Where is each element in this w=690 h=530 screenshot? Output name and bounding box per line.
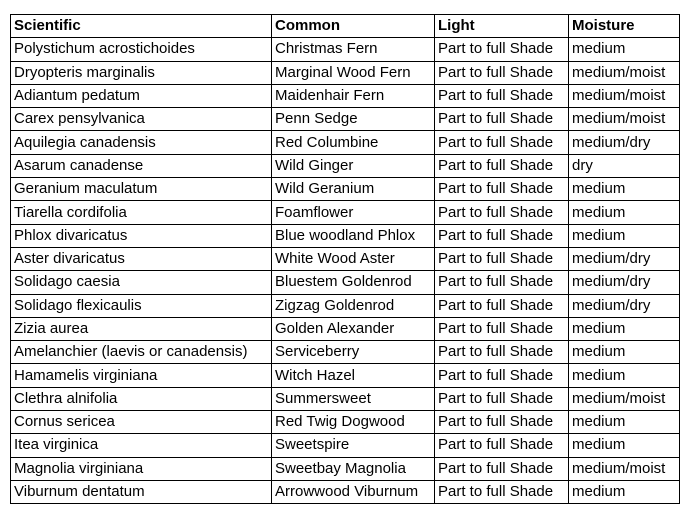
light-cell: Part to full Shade bbox=[435, 457, 569, 480]
table-row bbox=[11, 271, 680, 294]
table-row bbox=[11, 84, 680, 107]
header-common: Common bbox=[272, 15, 435, 38]
table-body bbox=[11, 38, 680, 504]
light-cell: Part to full Shade bbox=[435, 434, 569, 457]
moisture-cell: medium/dry bbox=[569, 294, 680, 317]
table-row bbox=[11, 364, 680, 387]
common-cell: Sweetbay Magnolia bbox=[272, 457, 435, 480]
scientific-cell: Aster divaricatus bbox=[11, 247, 272, 270]
light-cell: Part to full Shade bbox=[435, 224, 569, 247]
light-cell: Part to full Shade bbox=[435, 201, 569, 224]
table-row bbox=[11, 154, 680, 177]
common-cell: Sweetspire bbox=[272, 434, 435, 457]
moisture-cell: medium/moist bbox=[569, 61, 680, 84]
table-row bbox=[11, 387, 680, 410]
scientific-cell: Amelanchier (laevis or canadensis) bbox=[11, 341, 272, 364]
light-cell: Part to full Shade bbox=[435, 108, 569, 131]
moisture-cell: medium/dry bbox=[569, 271, 680, 294]
table-row bbox=[11, 294, 680, 317]
common-cell: Maidenhair Fern bbox=[272, 84, 435, 107]
table-row bbox=[11, 178, 680, 201]
moisture-cell: medium/dry bbox=[569, 247, 680, 270]
table-row bbox=[11, 61, 680, 84]
moisture-cell: medium/moist bbox=[569, 457, 680, 480]
header-moisture: Moisture bbox=[569, 15, 680, 38]
moisture-cell: medium bbox=[569, 224, 680, 247]
light-cell: Part to full Shade bbox=[435, 271, 569, 294]
light-cell: Part to full Shade bbox=[435, 84, 569, 107]
light-cell: Part to full Shade bbox=[435, 387, 569, 410]
light-cell: Part to full Shade bbox=[435, 38, 569, 61]
moisture-cell: medium bbox=[569, 38, 680, 61]
common-cell: Zigzag Goldenrod bbox=[272, 294, 435, 317]
table-header bbox=[11, 15, 680, 38]
scientific-cell: Carex pensylvanica bbox=[11, 108, 272, 131]
light-cell: Part to full Shade bbox=[435, 411, 569, 434]
scientific-cell: Zizia aurea bbox=[11, 317, 272, 340]
light-cell: Part to full Shade bbox=[435, 247, 569, 270]
scientific-cell: Phlox divaricatus bbox=[11, 224, 272, 247]
scientific-cell: Aquilegia canadensis bbox=[11, 131, 272, 154]
common-cell: Marginal Wood Fern bbox=[272, 61, 435, 84]
scientific-cell: Cornus sericea bbox=[11, 411, 272, 434]
moisture-cell: medium bbox=[569, 411, 680, 434]
common-cell: Arrowwood Viburnum bbox=[272, 480, 435, 503]
table-row bbox=[11, 411, 680, 434]
scientific-cell: Tiarella cordifolia bbox=[11, 201, 272, 224]
moisture-cell: medium bbox=[569, 317, 680, 340]
common-cell: Christmas Fern bbox=[272, 38, 435, 61]
scientific-cell: Adiantum pedatum bbox=[11, 84, 272, 107]
common-cell: Wild Ginger bbox=[272, 154, 435, 177]
common-cell: Summersweet bbox=[272, 387, 435, 410]
scientific-cell: Viburnum dentatum bbox=[11, 480, 272, 503]
light-cell: Part to full Shade bbox=[435, 61, 569, 84]
common-cell: Golden Alexander bbox=[272, 317, 435, 340]
scientific-cell: Magnolia virginiana bbox=[11, 457, 272, 480]
moisture-cell: medium bbox=[569, 480, 680, 503]
moisture-cell: medium bbox=[569, 201, 680, 224]
table-row bbox=[11, 108, 680, 131]
scientific-cell: Asarum canadense bbox=[11, 154, 272, 177]
moisture-cell: medium/moist bbox=[569, 84, 680, 107]
common-cell: Red Columbine bbox=[272, 131, 435, 154]
scientific-cell: Geranium maculatum bbox=[11, 178, 272, 201]
scientific-cell: Dryopteris marginalis bbox=[11, 61, 272, 84]
common-cell: Witch Hazel bbox=[272, 364, 435, 387]
scientific-cell: Solidago caesia bbox=[11, 271, 272, 294]
table-row bbox=[11, 224, 680, 247]
common-cell: Blue woodland Phlox bbox=[272, 224, 435, 247]
light-cell: Part to full Shade bbox=[435, 480, 569, 503]
table-row bbox=[11, 480, 680, 503]
scientific-cell: Polystichum acrostichoides bbox=[11, 38, 272, 61]
table-row bbox=[11, 247, 680, 270]
moisture-cell: dry bbox=[569, 154, 680, 177]
light-cell: Part to full Shade bbox=[435, 154, 569, 177]
moisture-cell: medium bbox=[569, 341, 680, 364]
common-cell: Wild Geranium bbox=[272, 178, 435, 201]
common-cell: Foamflower bbox=[272, 201, 435, 224]
moisture-cell: medium/moist bbox=[569, 108, 680, 131]
moisture-cell: medium/moist bbox=[569, 387, 680, 410]
scientific-cell: Clethra alnifolia bbox=[11, 387, 272, 410]
moisture-cell: medium bbox=[569, 434, 680, 457]
header-scientific: Scientific bbox=[11, 15, 272, 38]
common-cell: Serviceberry bbox=[272, 341, 435, 364]
table-row bbox=[11, 317, 680, 340]
header-row bbox=[11, 15, 680, 38]
scientific-cell: Hamamelis virginiana bbox=[11, 364, 272, 387]
table-row bbox=[11, 201, 680, 224]
table-row bbox=[11, 457, 680, 480]
light-cell: Part to full Shade bbox=[435, 317, 569, 340]
moisture-cell: medium bbox=[569, 178, 680, 201]
light-cell: Part to full Shade bbox=[435, 131, 569, 154]
common-cell: Bluestem Goldenrod bbox=[272, 271, 435, 294]
header-light: Light bbox=[435, 15, 569, 38]
table-row bbox=[11, 434, 680, 457]
scientific-cell: Solidago flexicaulis bbox=[11, 294, 272, 317]
common-cell: White Wood Aster bbox=[272, 247, 435, 270]
plant-table bbox=[10, 14, 680, 504]
table-row bbox=[11, 131, 680, 154]
light-cell: Part to full Shade bbox=[435, 294, 569, 317]
light-cell: Part to full Shade bbox=[435, 178, 569, 201]
scientific-cell: Itea virginica bbox=[11, 434, 272, 457]
light-cell: Part to full Shade bbox=[435, 364, 569, 387]
light-cell: Part to full Shade bbox=[435, 341, 569, 364]
moisture-cell: medium bbox=[569, 364, 680, 387]
table-row bbox=[11, 341, 680, 364]
table-row bbox=[11, 38, 680, 61]
common-cell: Red Twig Dogwood bbox=[272, 411, 435, 434]
moisture-cell: medium/dry bbox=[569, 131, 680, 154]
common-cell: Penn Sedge bbox=[272, 108, 435, 131]
